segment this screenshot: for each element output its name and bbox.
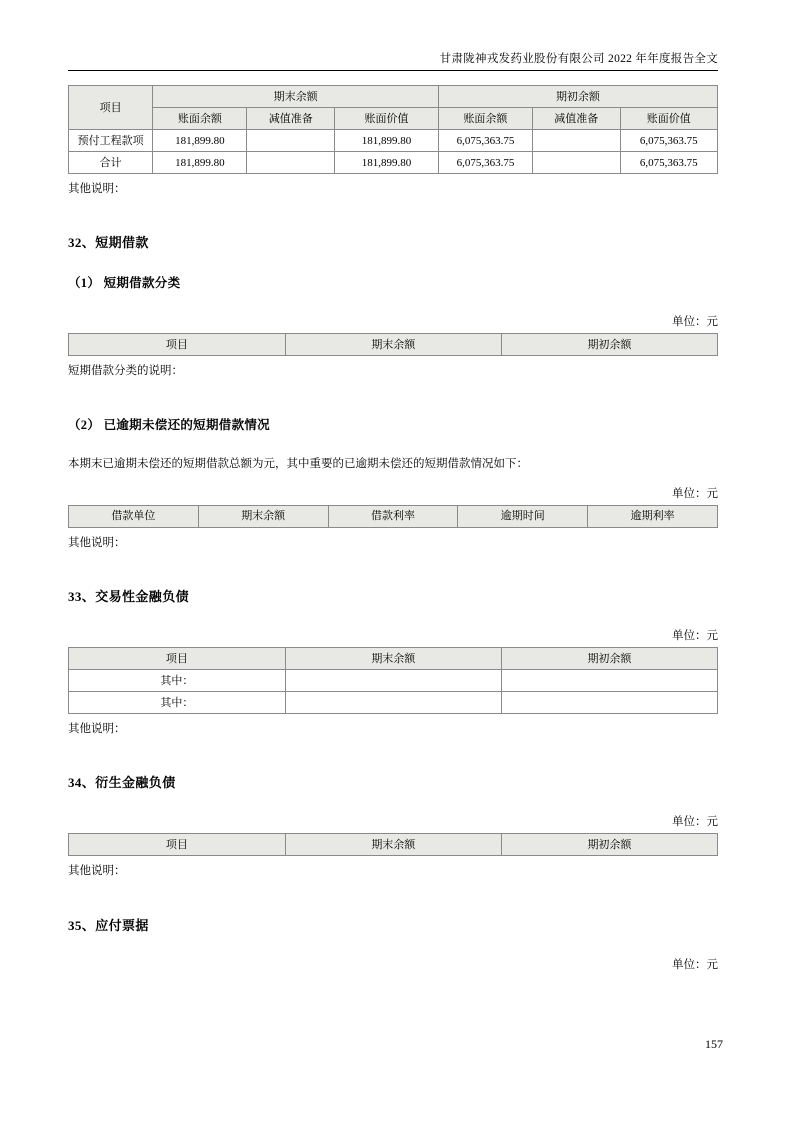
table-row (69, 152, 718, 174)
cell-end-balance (285, 670, 501, 692)
cell-end-balance (285, 692, 501, 714)
col-begin-book-value: 账面价值 (620, 108, 717, 130)
cell-begin-balance (501, 692, 717, 714)
col-item: 项目 (69, 86, 153, 130)
overdue-loan-table (68, 505, 718, 528)
cell-end-book-balance: 181,899.80 (153, 152, 247, 174)
col-end-balance: 期末余额 (285, 648, 501, 670)
table-header-row (69, 86, 718, 108)
col-begin-group: 期初余额 (438, 86, 717, 108)
cell-begin-balance (501, 670, 717, 692)
table-header-row (69, 834, 718, 856)
cell-end-book-value: 181,899.80 (335, 152, 439, 174)
cell-end-impairment (247, 130, 335, 152)
cell-begin-book-balance: 6,075,363.75 (438, 130, 532, 152)
unit-label-34: 单位：元 (672, 816, 718, 829)
table-row (69, 692, 718, 714)
col-begin-balance: 期初余额 (501, 334, 717, 356)
table-header-row (69, 505, 718, 527)
row-item: 预付工程款项 (69, 130, 153, 152)
table-row (69, 670, 718, 692)
col-begin-balance: 期初余额 (501, 834, 717, 856)
col-begin-balance: 期初余额 (501, 648, 717, 670)
row-item: 合计 (69, 152, 153, 174)
cell-begin-impairment (532, 130, 620, 152)
col-begin-book-balance: 账面余额 (438, 108, 532, 130)
col-interest-rate: 借款利率 (328, 505, 458, 527)
running-header: 甘肃陇神戎发药业股份有限公司 2022 年年度报告全文 (439, 53, 718, 65)
table-header-row (69, 648, 718, 670)
col-end-group: 期末余额 (153, 86, 439, 108)
derivative-financial-liabilities-table (68, 833, 718, 856)
header-divider (68, 70, 718, 71)
overdue-loan-paragraph: 本期末已逾期未偿还的短期借款总额为元，其中重要的已逾期未偿还的短期借款情况如下： (68, 457, 528, 470)
col-overdue-period: 逾期时间 (458, 505, 588, 527)
col-end-balance: 期末余额 (198, 505, 328, 527)
trading-financial-liabilities-table (68, 647, 718, 714)
table-header-row (69, 334, 718, 356)
col-overdue-rate: 逾期利率 (588, 505, 718, 527)
short-term-loan-classification-note: 短期借款分类的说明： (68, 365, 183, 378)
prepaid-table (68, 85, 718, 174)
row-item: 其中： (69, 670, 286, 692)
col-end-book-value: 账面价值 (335, 108, 439, 130)
col-end-balance: 期末余额 (285, 334, 501, 356)
section-title-34: 34、衍生金融负债 (68, 775, 176, 791)
cell-end-impairment (247, 152, 335, 174)
unit-label-33: 单位：元 (672, 630, 718, 643)
cell-begin-impairment (532, 152, 620, 174)
subsection-title-32-2: （2） 已逾期未偿还的短期借款情况 (68, 417, 270, 432)
unit-label-35: 单位：元 (672, 958, 718, 971)
col-item: 项目 (69, 648, 286, 670)
cell-begin-book-value: 6,075,363.75 (620, 130, 717, 152)
page-content (68, 50, 718, 976)
table-subheader-row (69, 108, 718, 130)
cell-end-book-balance: 181,899.80 (153, 130, 247, 152)
page-number: 157 (705, 1037, 723, 1051)
section-title-35: 35、应付票据 (68, 917, 149, 933)
col-end-impairment: 减值准备 (247, 108, 335, 130)
col-begin-impairment: 减值准备 (532, 108, 620, 130)
cell-end-book-value: 181,899.80 (335, 130, 439, 152)
trading-financial-liabilities-note: 其他说明： (68, 723, 126, 736)
short-term-loan-classification-table (68, 333, 718, 356)
derivative-financial-liabilities-note: 其他说明： (68, 865, 126, 878)
unit-label-32-2: 单位：元 (672, 487, 718, 500)
cell-begin-book-value: 6,075,363.75 (620, 152, 717, 174)
section-title-33: 33、交易性金融负债 (68, 589, 190, 605)
prepaid-table-note: 其他说明： (68, 183, 126, 195)
col-item: 项目 (69, 334, 286, 356)
col-borrower: 借款单位 (69, 505, 199, 527)
overdue-loan-note: 其他说明： (68, 536, 126, 549)
cell-begin-book-balance: 6,075,363.75 (438, 152, 532, 174)
row-item: 其中： (69, 692, 286, 714)
col-end-balance: 期末余额 (285, 834, 501, 856)
unit-label-32-1: 单位：元 (672, 316, 718, 329)
col-end-book-balance: 账面余额 (153, 108, 247, 130)
table-row (69, 130, 718, 152)
subsection-title-32-1: （1） 短期借款分类 (68, 276, 181, 291)
section-title-32: 32、短期借款 (68, 235, 149, 251)
col-item: 项目 (69, 834, 286, 856)
